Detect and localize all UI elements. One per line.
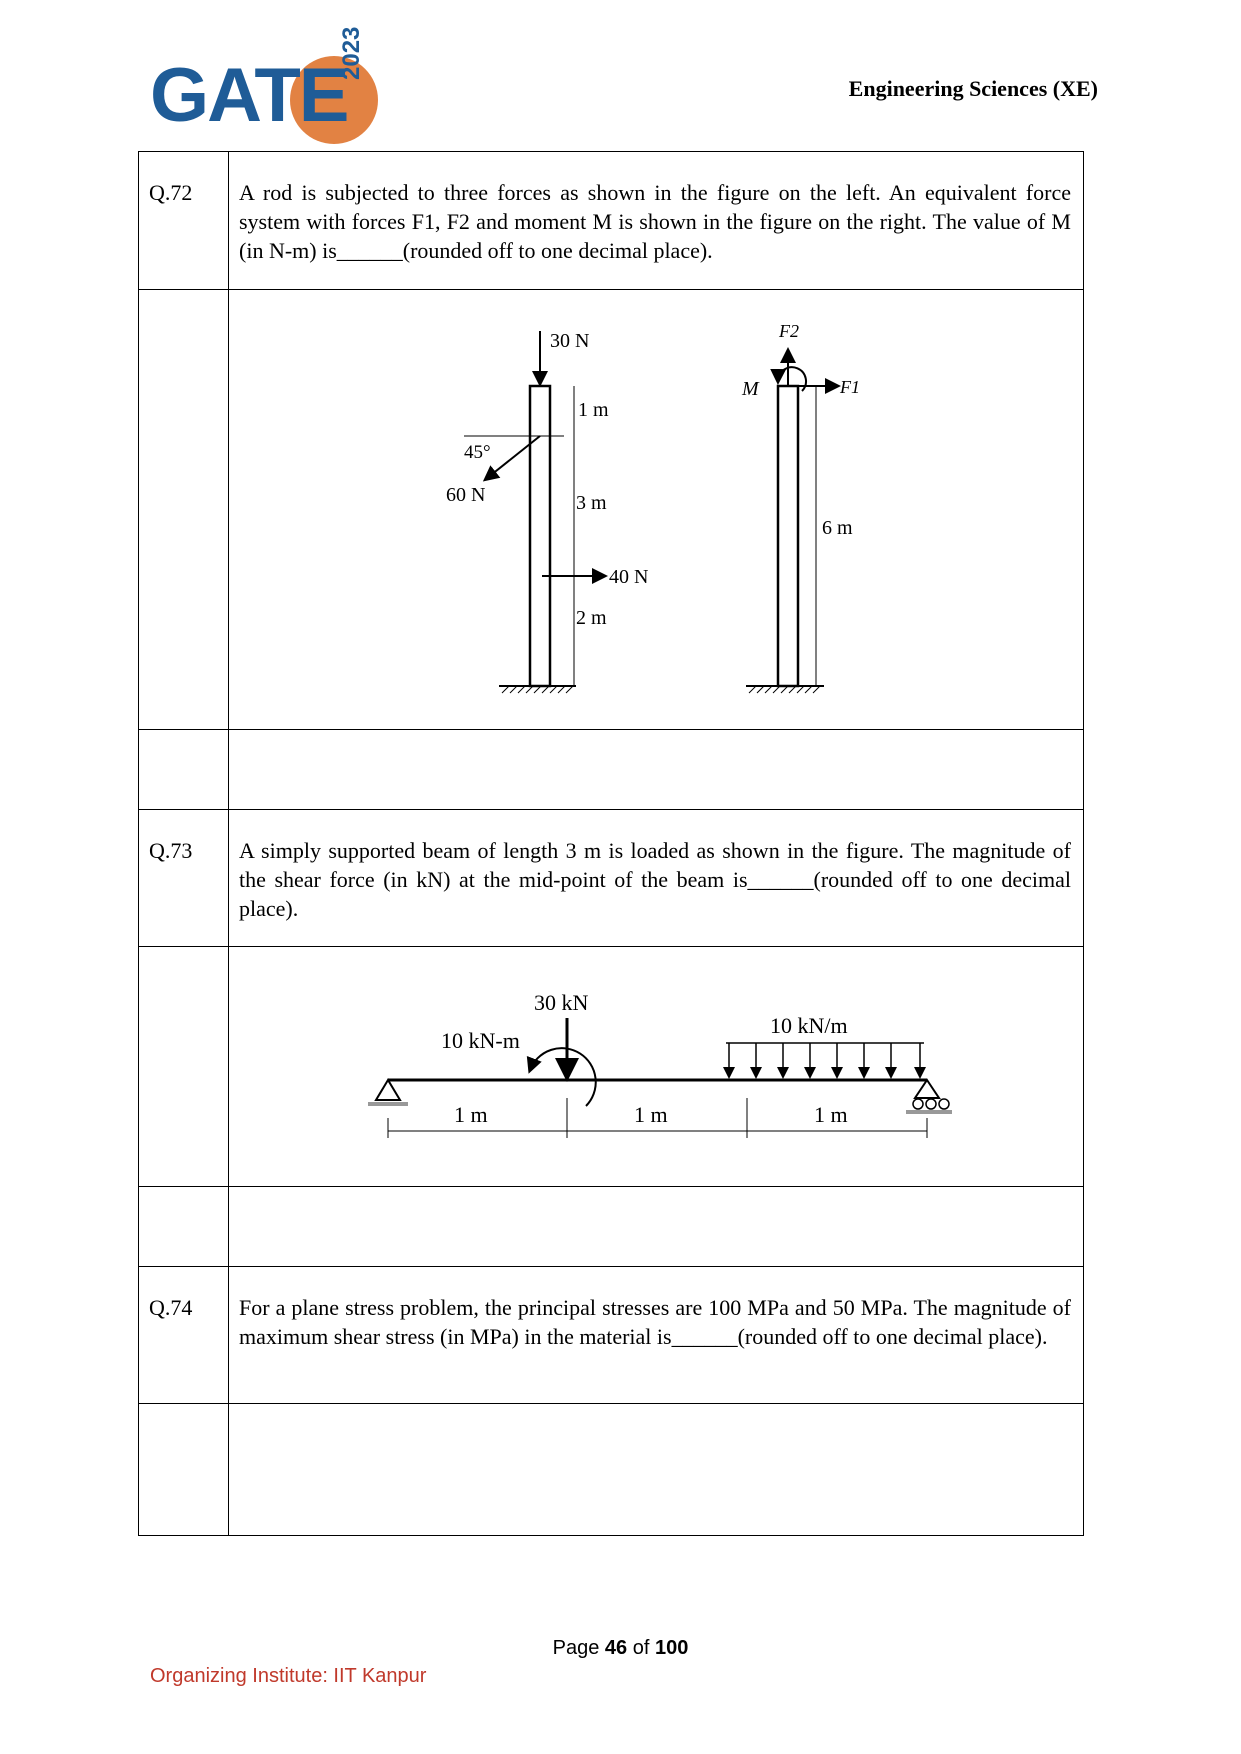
rod-force-figure: [234, 291, 1078, 721]
angle-label: 45°: [464, 442, 491, 463]
answer-row-73: [139, 1187, 1084, 1267]
organizer: Organizing Institute: IIT Kanpur: [150, 1665, 427, 1687]
question-number: Q.72: [139, 152, 229, 290]
logo-year: 2023: [338, 26, 365, 80]
logo-text: GATE: [150, 53, 348, 138]
figure-cell: [229, 290, 1084, 730]
point-load-label: 30 kN: [534, 990, 589, 1015]
span-2-label: 1 m: [634, 1102, 668, 1127]
question-number: Q.73: [139, 810, 229, 947]
question-text: For a plane stress problem, the principal stresses are 100 MPa and 50 MPa. The magnitude of maximum shear stress (in MPa) in the material is______(rounded off to one decimal place).: [229, 1267, 1084, 1404]
answer-row-74: [139, 1404, 1084, 1536]
seg1-label: 1 m: [578, 399, 609, 421]
figure-row-72: [139, 290, 1084, 730]
question-row-73: [139, 810, 1084, 947]
udl-arrows: [729, 1043, 920, 1076]
seg2-label: 3 m: [576, 492, 607, 514]
question-row-72: [139, 152, 1084, 290]
gate-logo: [150, 26, 380, 150]
figure-cell: [229, 947, 1084, 1187]
horizontal-force-label: 40 N: [609, 566, 649, 588]
pin-support: [376, 1080, 400, 1100]
udl-label: 10 kN/m: [770, 1013, 848, 1038]
inclined-force-label: 60 N: [446, 484, 486, 506]
force-right-label: F1: [840, 377, 860, 397]
moment-label: M: [742, 378, 759, 400]
length-label: 6 m: [822, 517, 853, 539]
answer-row-72: [139, 730, 1084, 810]
left-rod: [530, 386, 550, 686]
right-rod: [778, 386, 798, 686]
page-number: Page 46 of 100: [552, 1637, 689, 1659]
question-table: [138, 151, 1084, 1536]
question-text: A simply supported beam of length 3 m is loaded as shown in the figure. The magnitude of the shear force (in kN) at the mid-point of the beam is______(rounded off to one decimal place).: [229, 810, 1084, 947]
question-text: A rod is subjected to three forces as shown in the figure on the left. An equivalent force system with forces F1, F2 and moment M is shown in the figure on the right. The value of M (in N-m) is______(rounded off to one decimal place).: [229, 152, 1084, 290]
moment-load-arrow: [530, 1048, 596, 1106]
span-1-label: 1 m: [454, 1102, 488, 1127]
force-up-label: F2: [779, 321, 799, 341]
question-row-74: [139, 1267, 1084, 1404]
seg3-label: 2 m: [576, 607, 607, 629]
moment-load-label: 10 kN-m: [441, 1028, 520, 1053]
subject-title: Engineering Sciences (XE): [848, 76, 1098, 101]
span-3-label: 1 m: [814, 1102, 848, 1127]
question-number: Q.74: [139, 1267, 229, 1404]
beam-figure: [234, 948, 1078, 1178]
top-force-label: 30 N: [550, 330, 590, 352]
roller-support: [915, 1080, 939, 1098]
figure-row-73: [139, 947, 1084, 1187]
